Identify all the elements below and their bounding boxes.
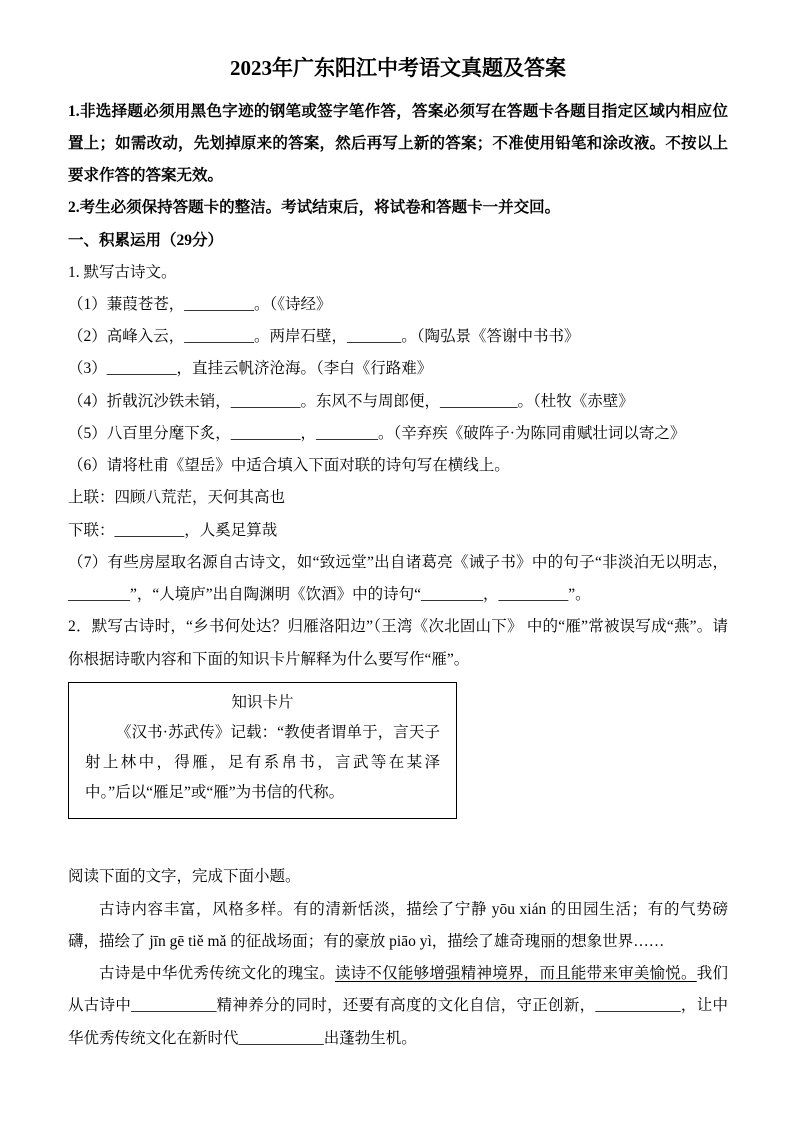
q1-item-3: （3）_________，直挂云帆济沧海。（李白《行路难》	[68, 360, 433, 378]
reading-para-2-underlined: 读诗不仅能够增强精神境界，而且能带来审美愉悦。	[334, 965, 697, 983]
q1-couplet-lower: 下联：_________，人奚足算哉	[68, 521, 278, 539]
reading-para-2-lead: 古诗是中华优秀传统文化的瑰宝。	[99, 965, 335, 983]
q1-item-7: （7）有些房屋取名源自古诗文，如“致远堂”出自诸葛亮《诫子书》中的句子“非淡泊无以明志，________”，“人境庐”出自陶渊明《饮酒》中的诗句“________，_________”。	[68, 553, 728, 604]
knowledge-card-title: 知识卡片	[231, 693, 294, 711]
q1-item-6-stem: （6）请将杜甫《望岳》中适合填入下面对联的诗句写在横线上。	[68, 457, 510, 475]
instruction-2: 2.考生必须保持答题卡的整洁。考试结束后，将试卷和答题卡一并交回。	[68, 199, 561, 217]
q1-item-5: （5）八百里分麾下炙，_________，________。（辛弃疾《破阵子·为陈同甫赋壮词以寄之》	[68, 424, 686, 442]
q1-item-1: （1）蒹葭苍苍，_________。（《诗经》	[68, 296, 332, 313]
knowledge-card-body: 《汉书·苏武传》记载：“教使者谓单于，言天子射上林中，得雁，足有系帛书，言武等在某泽中。”后以“雁足”或“雁”为书信的代称。	[85, 723, 440, 802]
page-title: 2023年广东阳江中考语文真题及答案	[230, 56, 566, 80]
instruction-1: 1.非选择题必须用黑色字迹的钢笔或签字笔作答，答案必须写在答题卡各题目指定区域内相应位置上；如需改动，先划掉原来的答案，然后再写上新的答案；不准使用铅笔和涂改液。不按以上要求作答的答案无效。	[68, 102, 728, 185]
reading-para-1: 古诗内容丰富，风格多样。有的清新恬淡，描绘了宁静 yōu xián 的田园生活；有的气势磅礴，描绘了 jīn gē tiě mǎ 的征战场面；有的豪放 piāo yì，描绘了雄奇瑰丽的想象世界……	[68, 900, 728, 950]
q1-couplet-upper: 上联：四顾八荒茫，天何其高也	[68, 489, 286, 507]
reading-para-2	[68, 958, 728, 1055]
knowledge-card	[68, 682, 457, 820]
q2-stem: 2．默写古诗时，“乡书何处达？归雁洛阳边”（王湾《次北固山下》 中的“雁”常被误写成“燕”。请你根据诗歌内容和下面的知识卡片解释为什么要写作“雁”。	[68, 618, 728, 668]
reading-intro: 阅读下面的文字，完成下面小题。	[68, 868, 301, 886]
q1-stem: 1. 默写古诗文。	[68, 263, 177, 281]
section-heading: 一、积累运用（29分）	[68, 231, 224, 249]
reading-para-2-tail: 我们从古诗中___________精神养分的同时，还要有高度的文化自信，守正创新，___________，让中华优秀传统文化在新时代___________出蓬勃生机。	[68, 965, 728, 1047]
q1-item-2: （2）高峰入云，_________。两岸石壁，_______。（陶弘景《答谢中书书》	[68, 328, 580, 346]
q1-item-4: （4）折戟沉沙铁未销，_________。东风不与周郎便，__________。（杜牧《赤壁》	[68, 392, 634, 410]
